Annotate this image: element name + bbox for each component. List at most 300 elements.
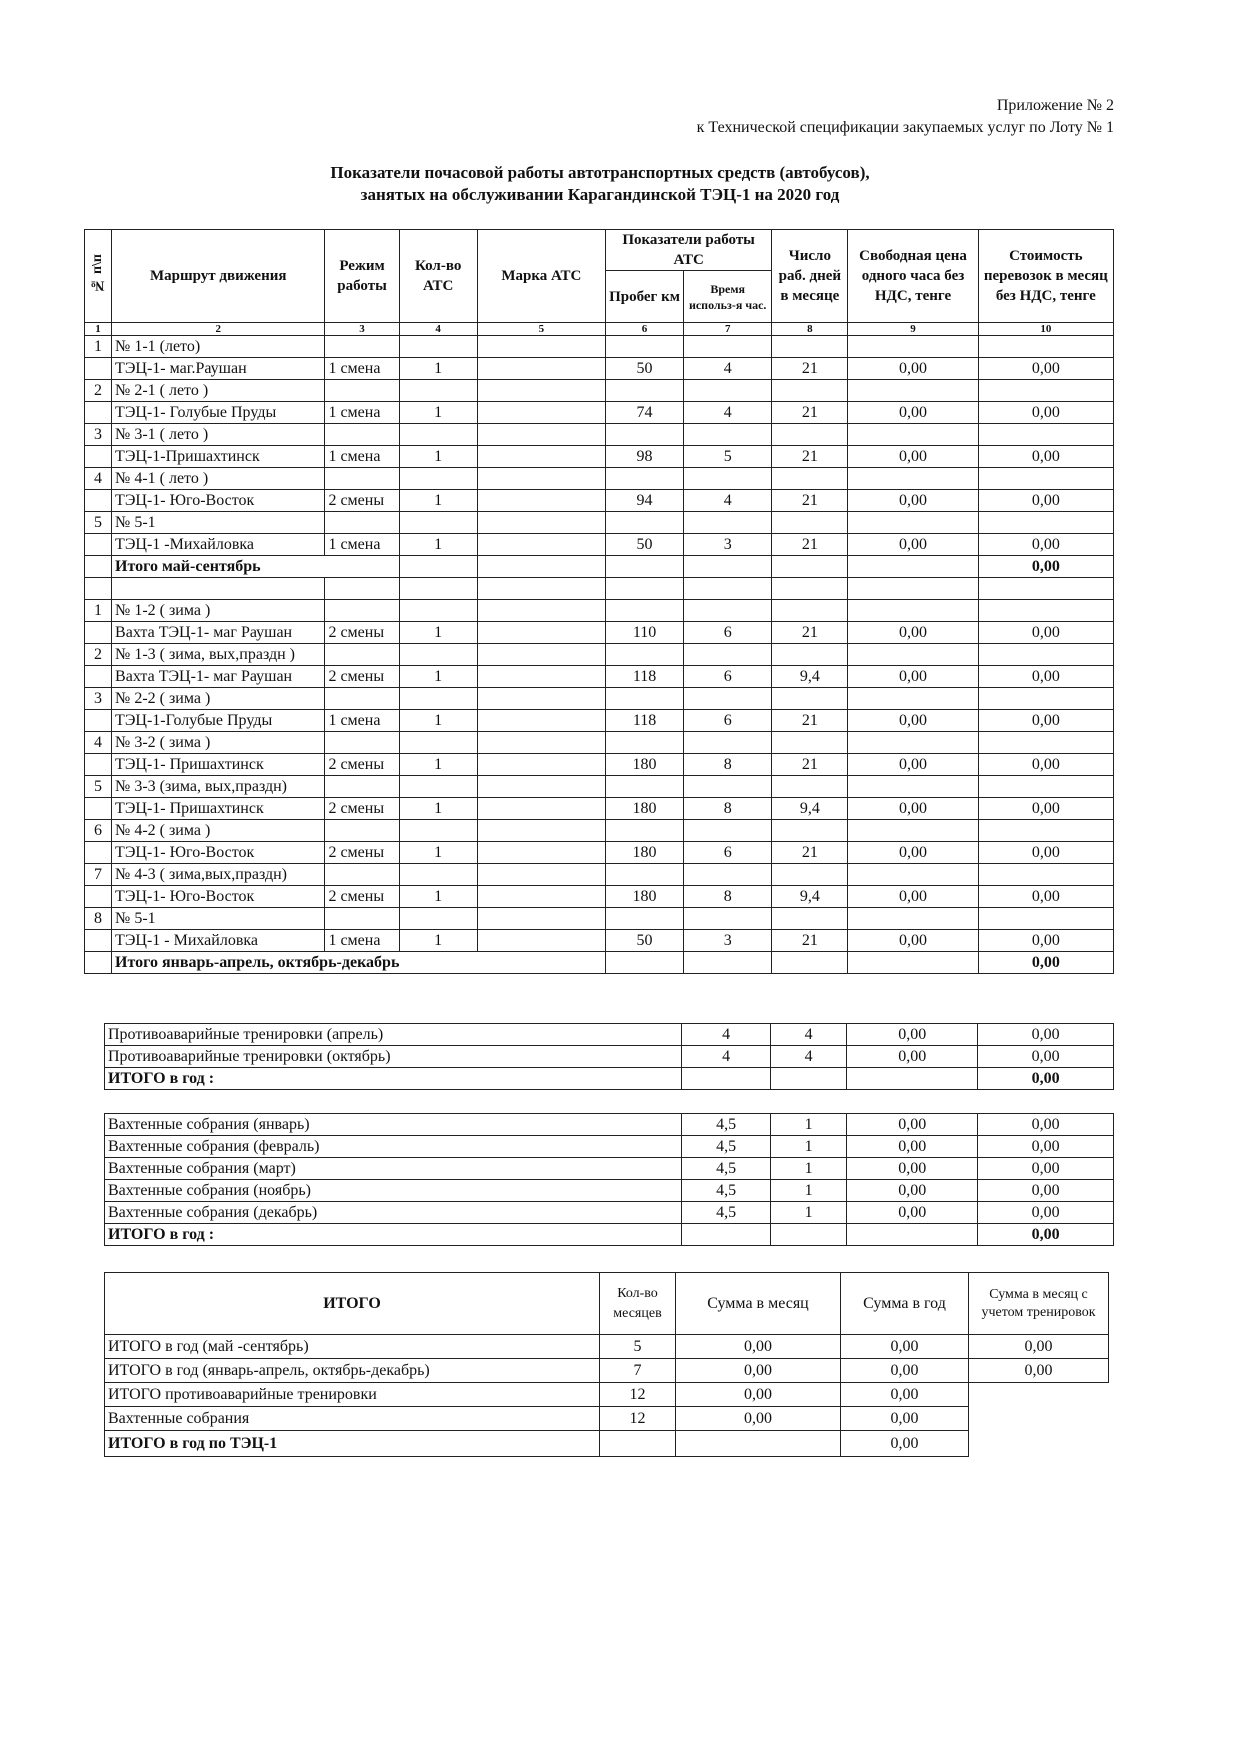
winter-qty: 1 bbox=[399, 930, 477, 952]
winter-hours: 6 bbox=[684, 666, 772, 688]
meeting-label: Вахтенные собрания (март) bbox=[105, 1158, 682, 1180]
winter-cost: 0,00 bbox=[978, 710, 1113, 732]
winter-row-number bbox=[85, 622, 112, 644]
summer-brand bbox=[477, 380, 605, 402]
winter-qty bbox=[399, 820, 477, 842]
summary-label: ИТОГО в год (май -сентябрь) bbox=[105, 1335, 600, 1359]
winter-hours bbox=[684, 820, 772, 842]
winter-days bbox=[772, 688, 848, 710]
summer-total-row bbox=[85, 556, 1114, 578]
winter-mode: 2 смены bbox=[325, 622, 399, 644]
winter-route: ТЭЦ-1-Голубые Пруды bbox=[112, 710, 325, 732]
colnum-10: 10 bbox=[978, 323, 1113, 336]
winter-total-row bbox=[85, 952, 1114, 974]
winter-hours bbox=[684, 600, 772, 622]
summer-hours: 4 bbox=[684, 490, 772, 512]
summary-header-itogo: ИТОГО bbox=[105, 1273, 600, 1335]
table-row bbox=[105, 1383, 1109, 1407]
table-row bbox=[105, 1114, 1114, 1136]
drill-price: 0,00 bbox=[847, 1024, 978, 1046]
summary-header-with-drills: Сумма в месяц с учетом тренировок bbox=[969, 1273, 1109, 1335]
winter-mileage bbox=[605, 820, 683, 842]
winter-cost bbox=[978, 776, 1113, 798]
meeting-label: Вахтенные собрания (январь) bbox=[105, 1114, 682, 1136]
summer-mileage: 94 bbox=[605, 490, 683, 512]
winter-hours bbox=[684, 688, 772, 710]
summer-route: ТЭЦ-1- Голубые Пруды bbox=[112, 402, 325, 424]
summary-months: 7 bbox=[600, 1359, 676, 1383]
winter-hours: 6 bbox=[684, 622, 772, 644]
summary-table bbox=[104, 1272, 1109, 1457]
winter-route: ТЭЦ-1- Юго-Восток bbox=[112, 886, 325, 908]
winter-cost bbox=[978, 644, 1113, 666]
winter-qty: 1 bbox=[399, 666, 477, 688]
colnum-9: 9 bbox=[848, 323, 978, 336]
winter-price: 0,00 bbox=[848, 886, 978, 908]
winter-mileage: 50 bbox=[605, 930, 683, 952]
summer-row-number: 5 bbox=[85, 512, 112, 534]
table-row bbox=[85, 512, 1114, 534]
table-row bbox=[85, 666, 1114, 688]
winter-row-number: 2 bbox=[85, 644, 112, 666]
winter-cost bbox=[978, 864, 1113, 886]
summer-route: № 3-1 ( лето ) bbox=[112, 424, 325, 446]
colnum-2: 2 bbox=[112, 323, 325, 336]
winter-price bbox=[848, 776, 978, 798]
winter-row-number: 3 bbox=[85, 688, 112, 710]
summer-days bbox=[772, 424, 848, 446]
winter-mode: 2 смены bbox=[325, 798, 399, 820]
table-row bbox=[85, 710, 1114, 732]
winter-days bbox=[772, 820, 848, 842]
winter-brand bbox=[477, 776, 605, 798]
winter-hours: 6 bbox=[684, 710, 772, 732]
summer-days: 21 bbox=[772, 534, 848, 556]
winter-brand bbox=[477, 666, 605, 688]
winter-brand bbox=[477, 842, 605, 864]
header-mileage: Пробег км bbox=[605, 271, 683, 323]
winter-price: 0,00 bbox=[848, 930, 978, 952]
summer-hours: 3 bbox=[684, 534, 772, 556]
winter-total-label: Итого январь-апрель, октябрь-декабрь bbox=[112, 952, 606, 974]
summary-per-month: 0,00 bbox=[676, 1335, 841, 1359]
colnum-1: 1 bbox=[85, 323, 112, 336]
table-row bbox=[105, 1158, 1114, 1180]
summer-mileage bbox=[605, 380, 683, 402]
winter-route: № 4-3 ( зима,вых,праздн) bbox=[112, 864, 325, 886]
winter-days: 21 bbox=[772, 930, 848, 952]
summary-with-drills: 0,00 bbox=[969, 1335, 1109, 1359]
summer-brand bbox=[477, 446, 605, 468]
winter-brand bbox=[477, 930, 605, 952]
header-time: Время использ-я час. bbox=[684, 271, 772, 323]
winter-brand bbox=[477, 600, 605, 622]
winter-hours bbox=[684, 864, 772, 886]
meeting-days: 1 bbox=[770, 1202, 846, 1224]
table-row bbox=[85, 886, 1114, 908]
summer-mode bbox=[325, 380, 399, 402]
summary-label: ИТОГО в год (январь-апрель, октябрь-декабрь) bbox=[105, 1359, 600, 1383]
winter-total-cost: 0,00 bbox=[978, 952, 1113, 974]
summer-mileage bbox=[605, 336, 683, 358]
winter-mode: 2 смены bbox=[325, 754, 399, 776]
meeting-cost: 0,00 bbox=[978, 1158, 1114, 1180]
summer-mileage: 74 bbox=[605, 402, 683, 424]
summer-price bbox=[848, 336, 978, 358]
summer-qty: 1 bbox=[399, 534, 477, 556]
table-row bbox=[105, 1359, 1109, 1383]
table-row bbox=[85, 468, 1114, 490]
summer-brand bbox=[477, 358, 605, 380]
summary-per-year: 0,00 bbox=[841, 1407, 969, 1431]
summary-months: 12 bbox=[600, 1383, 676, 1407]
winter-price: 0,00 bbox=[848, 710, 978, 732]
winter-mode bbox=[325, 864, 399, 886]
meeting-cost: 0,00 bbox=[978, 1114, 1114, 1136]
winter-route: № 4-2 ( зима ) bbox=[112, 820, 325, 842]
summary-label: Вахтенные собрания bbox=[105, 1407, 600, 1431]
winter-cost: 0,00 bbox=[978, 622, 1113, 644]
winter-brand bbox=[477, 644, 605, 666]
winter-hours bbox=[684, 732, 772, 754]
winter-route: Вахта ТЭЦ-1- маг Раушан bbox=[112, 666, 325, 688]
summer-days bbox=[772, 336, 848, 358]
drill-label: Противоаварийные тренировки (октябрь) bbox=[105, 1046, 682, 1068]
spacer-row bbox=[85, 578, 1114, 600]
winter-days: 21 bbox=[772, 754, 848, 776]
winter-price: 0,00 bbox=[848, 798, 978, 820]
summary-total-per-year: 0,00 bbox=[841, 1431, 969, 1457]
winter-price bbox=[848, 732, 978, 754]
drill-hours: 4 bbox=[682, 1046, 771, 1068]
winter-qty bbox=[399, 644, 477, 666]
summer-qty bbox=[399, 336, 477, 358]
summer-mileage: 98 bbox=[605, 446, 683, 468]
meeting-cost: 0,00 bbox=[978, 1136, 1114, 1158]
winter-row-number: 1 bbox=[85, 600, 112, 622]
summer-cost bbox=[978, 424, 1113, 446]
winter-rows bbox=[85, 600, 1114, 952]
header-qty: Кол-во АТС bbox=[399, 230, 477, 323]
meeting-label: Вахтенные собрания (декабрь) bbox=[105, 1202, 682, 1224]
meetings-total-row bbox=[105, 1224, 1114, 1246]
winter-cost: 0,00 bbox=[978, 798, 1113, 820]
meetings-total-cost: 0,00 bbox=[978, 1224, 1114, 1246]
summer-mode: 1 смена bbox=[325, 534, 399, 556]
winter-hours: 6 bbox=[684, 842, 772, 864]
meeting-hours: 4,5 bbox=[682, 1158, 771, 1180]
winter-mileage bbox=[605, 644, 683, 666]
summer-qty bbox=[399, 424, 477, 446]
winter-mode bbox=[325, 820, 399, 842]
summer-route: ТЭЦ-1 -Михайловка bbox=[112, 534, 325, 556]
summer-mode: 1 смена bbox=[325, 446, 399, 468]
winter-price bbox=[848, 908, 978, 930]
winter-mode bbox=[325, 644, 399, 666]
winter-days: 21 bbox=[772, 710, 848, 732]
summer-route: № 4-1 ( лето ) bbox=[112, 468, 325, 490]
header-route: Маршрут движения bbox=[112, 230, 325, 323]
meeting-price: 0,00 bbox=[847, 1136, 978, 1158]
winter-brand bbox=[477, 688, 605, 710]
winter-route: Вахта ТЭЦ-1- маг Раушан bbox=[112, 622, 325, 644]
winter-days bbox=[772, 908, 848, 930]
table-row bbox=[85, 842, 1114, 864]
summer-route: ТЭЦ-1- маг.Раушан bbox=[112, 358, 325, 380]
winter-price bbox=[848, 644, 978, 666]
table-row bbox=[85, 776, 1114, 798]
summer-qty bbox=[399, 512, 477, 534]
summer-rows bbox=[85, 336, 1114, 556]
summer-row-number: 3 bbox=[85, 424, 112, 446]
summary-per-year: 0,00 bbox=[841, 1335, 969, 1359]
winter-qty bbox=[399, 688, 477, 710]
summer-qty bbox=[399, 468, 477, 490]
summer-row-number bbox=[85, 534, 112, 556]
winter-row-number bbox=[85, 930, 112, 952]
meeting-days: 1 bbox=[770, 1158, 846, 1180]
summer-mode: 1 смена bbox=[325, 358, 399, 380]
summer-days bbox=[772, 512, 848, 534]
winter-brand bbox=[477, 622, 605, 644]
summer-route: № 1-1 (лето) bbox=[112, 336, 325, 358]
summer-qty: 1 bbox=[399, 358, 477, 380]
winter-days bbox=[772, 776, 848, 798]
winter-mode bbox=[325, 776, 399, 798]
winter-mileage: 180 bbox=[605, 754, 683, 776]
summer-row-number bbox=[85, 446, 112, 468]
winter-qty: 1 bbox=[399, 710, 477, 732]
winter-mileage bbox=[605, 864, 683, 886]
winter-mileage: 180 bbox=[605, 886, 683, 908]
summer-route: ТЭЦ-1-Пришахтинск bbox=[112, 446, 325, 468]
summary-per-year: 0,00 bbox=[841, 1359, 969, 1383]
meeting-price: 0,00 bbox=[847, 1202, 978, 1224]
meeting-days: 1 bbox=[770, 1180, 846, 1202]
summer-qty: 1 bbox=[399, 446, 477, 468]
winter-qty: 1 bbox=[399, 754, 477, 776]
winter-row-number: 5 bbox=[85, 776, 112, 798]
summer-price bbox=[848, 512, 978, 534]
summer-mode bbox=[325, 468, 399, 490]
header-cost: Стоимость перевозок в месяц без НДС, тенге bbox=[978, 230, 1113, 323]
summer-days bbox=[772, 468, 848, 490]
appendix-number: Приложение № 2 bbox=[996, 97, 1114, 114]
table-row bbox=[105, 1024, 1114, 1046]
header-row-number: № п\п bbox=[85, 230, 112, 323]
summary-with-drills: 0,00 bbox=[969, 1359, 1109, 1383]
winter-qty: 1 bbox=[399, 886, 477, 908]
winter-mileage: 118 bbox=[605, 710, 683, 732]
winter-brand bbox=[477, 820, 605, 842]
colnum-3: 3 bbox=[325, 323, 399, 336]
summer-price bbox=[848, 380, 978, 402]
winter-hours: 8 bbox=[684, 754, 772, 776]
winter-row-number bbox=[85, 886, 112, 908]
header-price: Свободная цена одного часа без НДС, тенге bbox=[848, 230, 978, 323]
winter-days bbox=[772, 864, 848, 886]
table-row bbox=[85, 820, 1114, 842]
meeting-price: 0,00 bbox=[847, 1180, 978, 1202]
summer-price: 0,00 bbox=[848, 358, 978, 380]
summer-row-number bbox=[85, 402, 112, 424]
summer-cost bbox=[978, 512, 1113, 534]
table-row bbox=[85, 644, 1114, 666]
winter-mode bbox=[325, 688, 399, 710]
winter-price bbox=[848, 820, 978, 842]
winter-hours: 8 bbox=[684, 886, 772, 908]
winter-brand bbox=[477, 886, 605, 908]
winter-price bbox=[848, 864, 978, 886]
winter-mileage bbox=[605, 688, 683, 710]
winter-days bbox=[772, 644, 848, 666]
summer-brand bbox=[477, 534, 605, 556]
winter-price: 0,00 bbox=[848, 622, 978, 644]
winter-price: 0,00 bbox=[848, 842, 978, 864]
meeting-cost: 0,00 bbox=[978, 1202, 1114, 1224]
summer-cost: 0,00 bbox=[978, 402, 1113, 424]
table-row bbox=[85, 622, 1114, 644]
summer-hours bbox=[684, 336, 772, 358]
table-row bbox=[105, 1335, 1109, 1359]
winter-mode: 1 смена bbox=[325, 710, 399, 732]
summer-brand bbox=[477, 490, 605, 512]
winter-mileage: 118 bbox=[605, 666, 683, 688]
winter-route: № 5-1 bbox=[112, 908, 325, 930]
summer-days: 21 bbox=[772, 358, 848, 380]
winter-qty bbox=[399, 732, 477, 754]
drill-cost: 0,00 bbox=[978, 1046, 1114, 1068]
table-row bbox=[85, 864, 1114, 886]
drill-days: 4 bbox=[770, 1024, 846, 1046]
summary-per-month: 0,00 bbox=[676, 1383, 841, 1407]
winter-days: 9,4 bbox=[772, 666, 848, 688]
header-days: Число раб. дней в месяце bbox=[772, 230, 848, 323]
winter-row-number: 4 bbox=[85, 732, 112, 754]
meeting-hours: 4,5 bbox=[682, 1114, 771, 1136]
summer-days: 21 bbox=[772, 446, 848, 468]
summer-route: № 5-1 bbox=[112, 512, 325, 534]
document-title bbox=[0, 162, 1200, 206]
winter-price: 0,00 bbox=[848, 666, 978, 688]
winter-row-number: 6 bbox=[85, 820, 112, 842]
summer-hours bbox=[684, 512, 772, 534]
summer-mode bbox=[325, 424, 399, 446]
drills-total-cost: 0,00 bbox=[978, 1068, 1114, 1090]
summer-mode bbox=[325, 336, 399, 358]
summer-hours: 4 bbox=[684, 402, 772, 424]
summer-cost bbox=[978, 380, 1113, 402]
meeting-hours: 4,5 bbox=[682, 1202, 771, 1224]
summer-route: № 2-1 ( лето ) bbox=[112, 380, 325, 402]
winter-mode: 1 смена bbox=[325, 930, 399, 952]
winter-price bbox=[848, 600, 978, 622]
summer-total-label: Итого май-сентябрь bbox=[112, 556, 400, 578]
summer-brand bbox=[477, 402, 605, 424]
winter-row-number bbox=[85, 754, 112, 776]
winter-mileage bbox=[605, 776, 683, 798]
table-row bbox=[105, 1180, 1114, 1202]
summer-row-number bbox=[85, 490, 112, 512]
summer-days: 21 bbox=[772, 490, 848, 512]
winter-route: ТЭЦ-1- Юго-Восток bbox=[112, 842, 325, 864]
meeting-hours: 4,5 bbox=[682, 1180, 771, 1202]
table-row bbox=[85, 358, 1114, 380]
winter-mileage: 180 bbox=[605, 842, 683, 864]
winter-row-number bbox=[85, 842, 112, 864]
summer-mode: 2 смены bbox=[325, 490, 399, 512]
winter-cost: 0,00 bbox=[978, 754, 1113, 776]
winter-route: ТЭЦ-1 - Михайловка bbox=[112, 930, 325, 952]
drill-cost: 0,00 bbox=[978, 1024, 1114, 1046]
winter-brand bbox=[477, 732, 605, 754]
winter-route: № 1-3 ( зима, вых,праздн ) bbox=[112, 644, 325, 666]
summer-hours: 5 bbox=[684, 446, 772, 468]
table-row bbox=[85, 424, 1114, 446]
summary-per-month: 0,00 bbox=[676, 1407, 841, 1431]
table-row bbox=[85, 732, 1114, 754]
summer-price: 0,00 bbox=[848, 534, 978, 556]
table-row bbox=[85, 908, 1114, 930]
summer-price: 0,00 bbox=[848, 402, 978, 424]
winter-hours: 8 bbox=[684, 798, 772, 820]
meeting-days: 1 bbox=[770, 1114, 846, 1136]
summer-mileage: 50 bbox=[605, 358, 683, 380]
meeting-label: Вахтенные собрания (февраль) bbox=[105, 1136, 682, 1158]
summer-qty bbox=[399, 380, 477, 402]
winter-price: 0,00 bbox=[848, 754, 978, 776]
colnum-7: 7 bbox=[684, 323, 772, 336]
winter-days bbox=[772, 600, 848, 622]
summer-hours bbox=[684, 380, 772, 402]
colnum-8: 8 bbox=[772, 323, 848, 336]
winter-mode bbox=[325, 732, 399, 754]
summer-cost: 0,00 bbox=[978, 534, 1113, 556]
summer-mileage bbox=[605, 512, 683, 534]
winter-row-number bbox=[85, 710, 112, 732]
table-row bbox=[85, 490, 1114, 512]
summer-hours bbox=[684, 424, 772, 446]
winter-days: 21 bbox=[772, 622, 848, 644]
summer-hours: 4 bbox=[684, 358, 772, 380]
winter-mileage bbox=[605, 732, 683, 754]
summer-days: 21 bbox=[772, 402, 848, 424]
drills-total-label: ИТОГО в год : bbox=[105, 1068, 682, 1090]
summer-brand bbox=[477, 512, 605, 534]
main-routes-table bbox=[84, 229, 1114, 974]
drill-price: 0,00 bbox=[847, 1046, 978, 1068]
summary-header-per-year: Сумма в год bbox=[841, 1273, 969, 1335]
table-row bbox=[85, 798, 1114, 820]
summer-route: ТЭЦ-1- Юго-Восток bbox=[112, 490, 325, 512]
summer-row-number: 1 bbox=[85, 336, 112, 358]
winter-mode bbox=[325, 600, 399, 622]
summer-qty: 1 bbox=[399, 490, 477, 512]
winter-row-number: 8 bbox=[85, 908, 112, 930]
winter-mode: 2 смены bbox=[325, 842, 399, 864]
summer-mode bbox=[325, 512, 399, 534]
summer-price: 0,00 bbox=[848, 490, 978, 512]
summer-mileage: 50 bbox=[605, 534, 683, 556]
winter-cost: 0,00 bbox=[978, 666, 1113, 688]
table-row bbox=[105, 1136, 1114, 1158]
meeting-price: 0,00 bbox=[847, 1114, 978, 1136]
summary-total-label: ИТОГО в год по ТЭЦ-1 bbox=[105, 1431, 600, 1457]
winter-mode bbox=[325, 908, 399, 930]
winter-route: № 2-2 ( зима ) bbox=[112, 688, 325, 710]
summer-mileage bbox=[605, 424, 683, 446]
winter-row-number bbox=[85, 798, 112, 820]
